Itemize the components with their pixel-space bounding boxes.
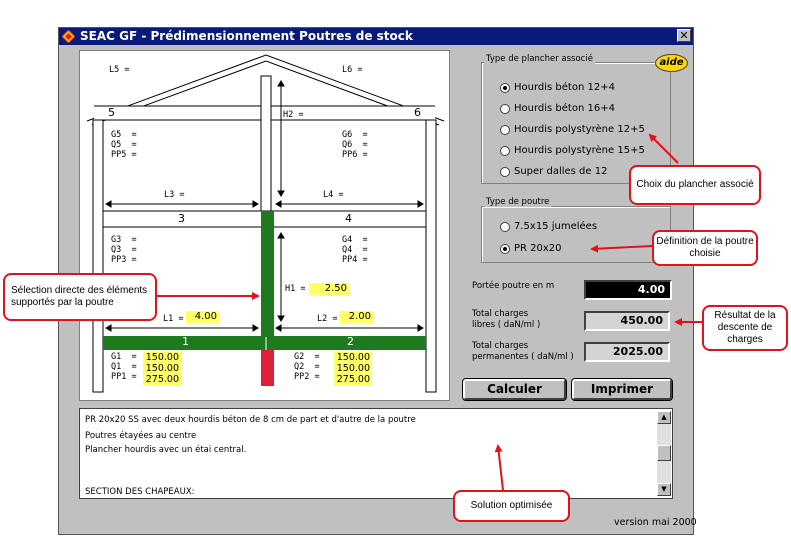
L6-label: L6 = [342, 65, 363, 75]
callout-floor: Choix du plancher associé [629, 165, 761, 205]
beam-1-label[interactable]: 1 [182, 335, 189, 348]
L2-value[interactable]: 2.00 [340, 311, 373, 323]
H1-value[interactable]: 2.50 [309, 283, 349, 295]
beam-2-Q-value[interactable]: 150.00 [334, 363, 372, 374]
perm-load-value: 2025.00 [584, 342, 670, 362]
scroll-up-icon[interactable]: ▲ [657, 411, 671, 424]
L1-label: L1 = [163, 314, 184, 324]
callout-solution: Solution optimisée [453, 490, 570, 522]
live-load-value: 450.00 [584, 311, 670, 331]
print-button[interactable]: Imprimer [572, 379, 672, 400]
room-5-label[interactable]: 5 [108, 106, 115, 119]
beam-1-PP-value[interactable]: 275.00 [143, 374, 181, 385]
L2-label: L2 = [317, 314, 338, 324]
span-value[interactable]: 4.00 [584, 280, 672, 300]
room-5-loads[interactable]: G5 = Q5 = PP5 = [111, 130, 137, 160]
output-line: SECTION DES CHAPEAUX: [85, 487, 195, 497]
help-button[interactable]: aide [655, 54, 688, 72]
H2-label: H2 = [283, 110, 304, 120]
beam-1-G-value[interactable]: 150.00 [143, 352, 181, 363]
arrow-solution [498, 446, 503, 490]
room-4-label[interactable]: 4 [345, 212, 352, 225]
span-label: Portée poutre en m [472, 281, 555, 291]
floor-type-title: Type de plancher associé [486, 54, 593, 64]
calculate-button[interactable]: Calculer [463, 379, 566, 400]
room-3-loads[interactable]: G3 = Q3 = PP3 = [111, 235, 137, 265]
L3-label: L3 = [164, 190, 185, 200]
perm-load-label-2: permanentes ( daN/ml ) [472, 352, 574, 362]
arrow-floor [650, 135, 678, 163]
beam-2-PP-value[interactable]: 275.00 [334, 374, 372, 385]
beam-2-G-value[interactable]: 150.00 [334, 352, 372, 363]
room-6-label[interactable]: 6 [414, 106, 421, 119]
beam-2-loads-labels: G2 = Q2 = PP2 = [294, 352, 320, 382]
L5-label: L5 = [109, 65, 130, 75]
close-button[interactable]: ✕ [677, 29, 691, 42]
callout-selection: Sélection directe des éléments supportés par la poutre [3, 273, 157, 321]
beam-2-label[interactable]: 2 [347, 335, 354, 348]
L4-label: L4 = [323, 190, 344, 200]
window-title: SEAC GF - Prédimensionnement Poutres de stock [80, 29, 413, 43]
arrow-beam [592, 246, 652, 249]
version-label: version mai 2000 [614, 517, 697, 528]
beam-1-loads-labels: G1 = Q1 = PP1 = [111, 352, 137, 382]
room-4-loads[interactable]: G4 = Q4 = PP4 = [342, 235, 368, 265]
room-6-loads[interactable]: G6 = Q6 = PP6 = [342, 130, 368, 160]
L1-value[interactable]: 4.00 [186, 311, 219, 323]
room-3-label[interactable]: 3 [178, 212, 185, 225]
H1-label: H1 = [285, 284, 306, 294]
output-line: PR 20x20 SS avec deux hourdis béton de 8 cm de part et d'autre de la poutre [85, 415, 416, 425]
scroll-down-icon[interactable]: ▼ [657, 483, 671, 496]
output-line: Poutres étayées au centre [85, 431, 197, 441]
live-load-label-2: libres ( daN/ml ) [472, 320, 541, 330]
beam-type-title: Type de poutre [486, 197, 550, 207]
perm-load-label-1: Total charges [472, 341, 529, 351]
live-load-label-1: Total charges [472, 309, 529, 319]
callout-beam: Définition de la poutre choisie [652, 230, 758, 266]
output-line: Plancher hourdis avec un étai central. [85, 445, 247, 455]
beam-1-Q-value[interactable]: 150.00 [143, 363, 181, 374]
callout-result: Résultat de la descente de charges [702, 305, 788, 351]
